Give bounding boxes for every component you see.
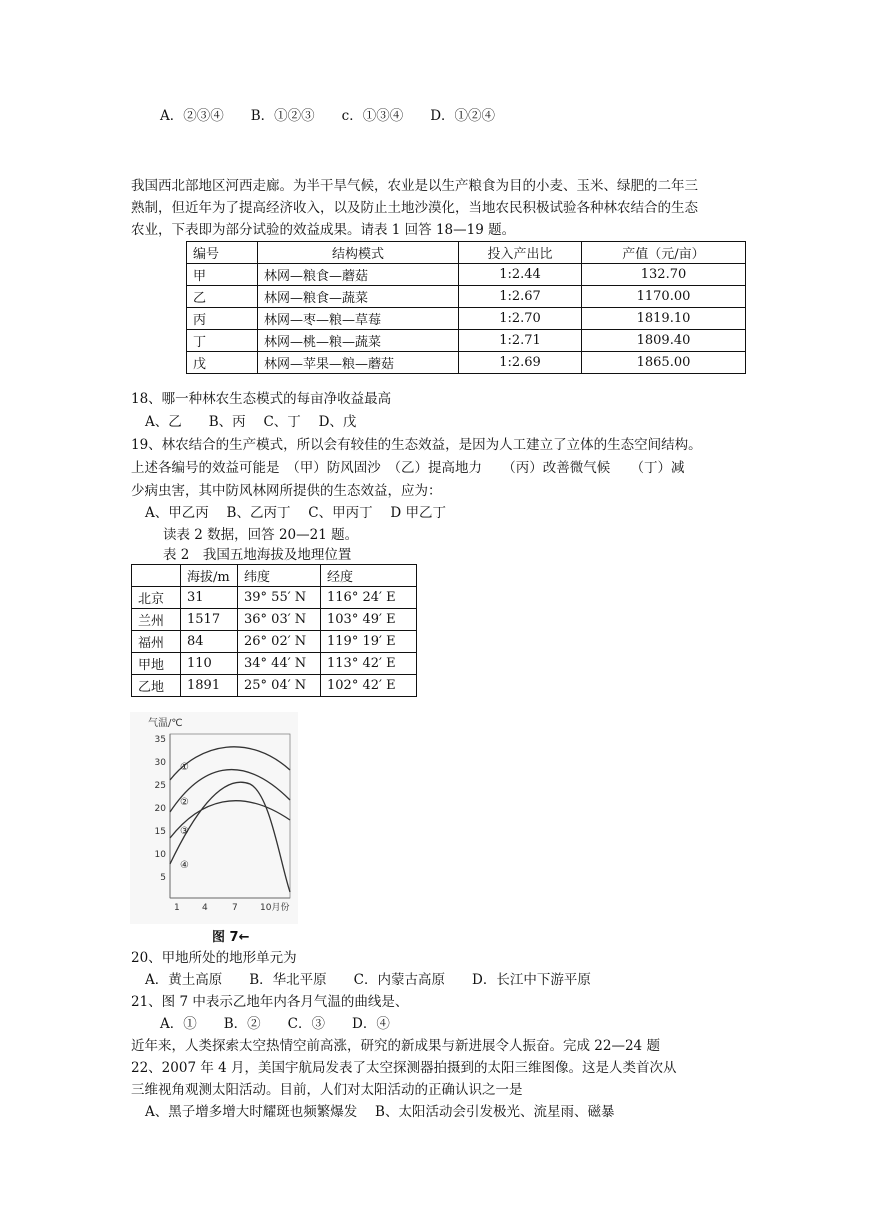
- temperature-curves-svg: [130, 712, 298, 924]
- table-cell: 丁: [187, 330, 258, 352]
- q22-line1: 22、2007 年 4 月，美国宇航局发表了太空探测器拍摄到的太阳三维图像。这是人类首次从: [131, 1060, 677, 1076]
- table-cell: 乙: [187, 286, 258, 308]
- table2: [131, 564, 417, 697]
- table-cell: 乙地: [132, 675, 181, 697]
- table-cell: 132.70: [582, 264, 746, 286]
- y-tick-label: 35: [154, 735, 166, 745]
- table-cell: 1865.00: [582, 352, 746, 374]
- table-cell: 103° 49′ E: [321, 609, 417, 631]
- figure-caption: 图 7←: [212, 930, 250, 945]
- y-tick-label: 25: [154, 781, 166, 791]
- y-tick-label: 20: [154, 804, 166, 814]
- table-row: [187, 352, 746, 374]
- table-cell: 1:2.71: [459, 330, 582, 352]
- table-row: [132, 653, 417, 675]
- table-cell: 林网—粮食—蘑菇: [258, 264, 459, 286]
- table-cell: 25° 04′ N: [238, 675, 321, 697]
- table2-header-row: [132, 565, 417, 587]
- table-header: [132, 565, 181, 587]
- table-cell: 84: [181, 631, 238, 653]
- x-tick-label: 7: [232, 903, 238, 913]
- table-cell: 31: [181, 587, 238, 609]
- table-cell: 戊: [187, 352, 258, 374]
- x-tick-label: 4: [202, 903, 208, 913]
- passage1-line1: 我国西北部地区河西走廊。为半干旱气候，农业是以生产粮食为目的小麦、玉米、绿肥的二年三: [131, 178, 698, 194]
- table-cell: 110: [181, 653, 238, 675]
- table-cell: 1170.00: [582, 286, 746, 308]
- y-tick-label: 5: [160, 873, 166, 883]
- table-cell: 1809.40: [582, 330, 746, 352]
- y-tick-label: 10: [154, 850, 166, 860]
- table-row: [187, 264, 746, 286]
- table-cell: 林网—枣—粮—草莓: [258, 308, 459, 330]
- table-cell: 1891: [181, 675, 238, 697]
- table-cell: 1:2.69: [459, 352, 582, 374]
- table-row: [187, 286, 746, 308]
- curve-label: ②: [180, 797, 189, 808]
- q20-options: A．黄土高原 B．华北平原 C．内蒙古高原 D．长江中下游平原: [145, 972, 591, 988]
- passage1-line2: 熟制，但近年为了提高经济收入，以及防止土地沙漠化，当地农民积极试验各种林农结合的生态: [131, 200, 698, 216]
- table-row: [132, 587, 417, 609]
- table-cell: 1517: [181, 609, 238, 631]
- table-row: [132, 609, 417, 631]
- table-row: [132, 675, 417, 697]
- table-cell: 北京: [132, 587, 181, 609]
- table-header: 经度: [321, 565, 417, 587]
- q19-line1: 19、林农结合的生产模式，所以会有较佳的生态效益，是因为人工建立了立体的生态空间结构。: [131, 437, 702, 453]
- table-header: 编号: [187, 242, 258, 264]
- table-row: [187, 308, 746, 330]
- y-axis-label: 气温/℃: [148, 718, 183, 729]
- table-cell: 林网—苹果—粮—蘑菇: [258, 352, 459, 374]
- table-cell: 1:2.70: [459, 308, 582, 330]
- passage2: 近年来，人类探索太空热情空前高涨，研究的新成果与新进展令人振奋。完成 22—24 题: [131, 1038, 660, 1054]
- table-row: [132, 631, 417, 653]
- table-cell: 甲: [187, 264, 258, 286]
- x-tick-label: 1: [174, 903, 180, 913]
- table-cell: 113° 42′ E: [321, 653, 417, 675]
- q21-question: 21、图 7 中表示乙地年内各月气温的曲线是、: [131, 994, 409, 1010]
- q18-question: 18、哪一种林农生态模式的每亩净收益最高: [131, 391, 392, 407]
- x-tick-label: 10月份: [260, 903, 290, 913]
- table-header: 投入产出比: [459, 242, 582, 264]
- table-row: [187, 330, 746, 352]
- table-cell: 1:2.44: [459, 264, 582, 286]
- table1: [186, 241, 746, 374]
- table-cell: 林网—桃—粮—蔬菜: [258, 330, 459, 352]
- q19-line3: 少病虫害，其中防风林网所提供的生态效益，应为：: [131, 483, 442, 499]
- table-cell: 1:2.67: [459, 286, 582, 308]
- table-header: 产值（元/亩）: [582, 242, 746, 264]
- curve-label: ④: [180, 860, 189, 871]
- table-header: 纬度: [238, 565, 321, 587]
- q20-question: 20、甲地所处的地形单元为: [131, 950, 297, 966]
- table-cell: 34° 44′ N: [238, 653, 321, 675]
- curve-label: ③: [180, 826, 189, 837]
- table-cell: 119° 19′ E: [321, 631, 417, 653]
- table-cell: 102° 42′ E: [321, 675, 417, 697]
- q21-options: A．① B．② C．③ D．④: [160, 1016, 390, 1032]
- q19-options: A、甲乙丙 B、乙丙丁 C、甲丙丁 D 甲乙丁: [145, 505, 446, 521]
- table1-header-row: [187, 242, 746, 264]
- figure-7-temperature-chart: [130, 712, 298, 945]
- q18-options: A、乙 B、丙 C、丁 D、戊: [145, 414, 357, 430]
- q17-options: A．②③④ B．①②③ c．①③④ D．①②④: [160, 108, 496, 124]
- table-cell: 丙: [187, 308, 258, 330]
- table2-caption: 表 2 我国五地海拔及地理位置: [163, 547, 352, 563]
- table-cell: 116° 24′ E: [321, 587, 417, 609]
- y-tick-label: 15: [154, 827, 166, 837]
- q22-options: A、黑子增多增大时耀斑也频繁爆发 B、太阳活动会引发极光、流星雨、磁暴: [145, 1104, 615, 1120]
- curve-label: ①: [180, 762, 189, 773]
- passage1-line3: 农业，下表即为部分试验的效益成果。请表 1 回答 18—19 题。: [131, 222, 516, 238]
- table-cell: 36° 03′ N: [238, 609, 321, 631]
- table-cell: 兰州: [132, 609, 181, 631]
- table-cell: 甲地: [132, 653, 181, 675]
- table-cell: 39° 55′ N: [238, 587, 321, 609]
- table-cell: 福州: [132, 631, 181, 653]
- y-tick-label: 30: [154, 758, 166, 768]
- table-cell: 林网—粮食—蔬菜: [258, 286, 459, 308]
- table-cell: 1819.10: [582, 308, 746, 330]
- table-header: 海拔/m: [181, 565, 238, 587]
- q22-line2: 三维视角观测太阳活动。目前，人们对太阳活动的正确认识之一是: [131, 1082, 523, 1098]
- read-table2-instruction: 读表 2 数据，回答 20—21 题。: [163, 527, 359, 543]
- q19-line2: 上述各编号的效益可能是 （甲）防风固沙 （乙）提高地力 （丙）改善微气候 （丁）减: [131, 460, 685, 476]
- table-header: 结构模式: [258, 242, 459, 264]
- table-cell: 26° 02′ N: [238, 631, 321, 653]
